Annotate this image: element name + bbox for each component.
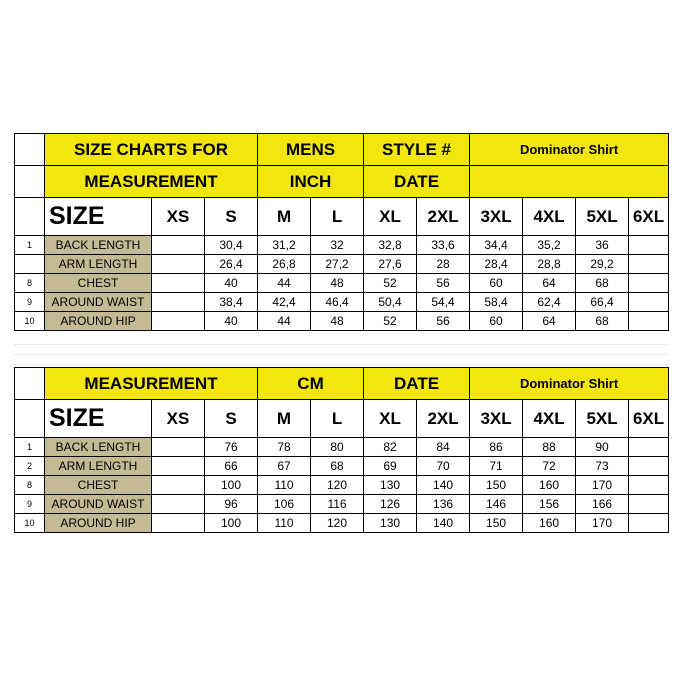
size-column-header: 6XL bbox=[629, 198, 669, 236]
measurement-value bbox=[629, 312, 669, 331]
measurement-value: 67 bbox=[258, 457, 311, 476]
measurement-value: 48 bbox=[311, 274, 364, 293]
measurement-name: BACK LENGTH bbox=[45, 438, 152, 457]
measurement-value bbox=[152, 438, 205, 457]
row-number: 8 bbox=[15, 476, 45, 495]
measurement-value: 54,4 bbox=[417, 293, 470, 312]
measurement-value: 70 bbox=[417, 457, 470, 476]
measurement-value: 100 bbox=[205, 514, 258, 533]
measurement-value: 50,4 bbox=[364, 293, 417, 312]
measurement-label: MEASUREMENT bbox=[45, 368, 258, 400]
row-number-cell bbox=[15, 368, 45, 400]
measurement-value: 28,4 bbox=[470, 255, 523, 274]
measurement-value: 160 bbox=[523, 514, 576, 533]
measurement-value: 36 bbox=[576, 236, 629, 255]
measurement-value: 71 bbox=[470, 457, 523, 476]
measurement-value: 73 bbox=[576, 457, 629, 476]
measurement-value: 66 bbox=[205, 457, 258, 476]
row-number-cell bbox=[15, 166, 45, 198]
measurement-value: 160 bbox=[523, 476, 576, 495]
size-column-header: L bbox=[311, 400, 364, 438]
measurement-name: BACK LENGTH bbox=[45, 236, 152, 255]
measurement-value: 29,2 bbox=[576, 255, 629, 274]
measurement-value bbox=[629, 236, 669, 255]
measurement-value: 66,4 bbox=[576, 293, 629, 312]
measurement-value bbox=[152, 495, 205, 514]
measurement-value: 52 bbox=[364, 274, 417, 293]
row-number: 10 bbox=[15, 514, 45, 533]
measurement-value: 90 bbox=[576, 438, 629, 457]
measurement-value: 88 bbox=[523, 438, 576, 457]
measurement-value bbox=[629, 274, 669, 293]
measurement-value bbox=[152, 255, 205, 274]
measurement-value: 28,8 bbox=[523, 255, 576, 274]
table-row bbox=[15, 476, 669, 495]
measurement-value: 38,4 bbox=[205, 293, 258, 312]
size-column-header: 3XL bbox=[470, 198, 523, 236]
gender-label: MENS bbox=[258, 134, 364, 166]
measurement-value: 33,6 bbox=[417, 236, 470, 255]
measurement-value: 32 bbox=[311, 236, 364, 255]
measurement-value: 27,2 bbox=[311, 255, 364, 274]
measurement-value: 130 bbox=[364, 514, 417, 533]
measurement-name: AROUND HIP bbox=[45, 514, 152, 533]
measurement-value: 170 bbox=[576, 514, 629, 533]
chart-title: SIZE CHARTS FOR bbox=[45, 134, 258, 166]
measurement-name: AROUND WAIST bbox=[45, 293, 152, 312]
measurement-value bbox=[152, 514, 205, 533]
size-chart-inch bbox=[14, 133, 669, 331]
size-column-header: XS bbox=[152, 400, 205, 438]
measurement-value bbox=[152, 457, 205, 476]
size-column-header: 6XL bbox=[629, 400, 669, 438]
measurement-value: 86 bbox=[470, 438, 523, 457]
row-number: 9 bbox=[15, 293, 45, 312]
measurement-value bbox=[152, 293, 205, 312]
header-row bbox=[15, 368, 669, 400]
measurement-value: 30,4 bbox=[205, 236, 258, 255]
size-label: SIZE bbox=[45, 400, 152, 438]
measurement-name: ARM LENGTH bbox=[45, 457, 152, 476]
measurement-value: 40 bbox=[205, 312, 258, 331]
size-chart-cm bbox=[14, 367, 669, 533]
measurement-name: AROUND HIP bbox=[45, 312, 152, 331]
table-row bbox=[15, 236, 669, 255]
row-number bbox=[15, 255, 45, 274]
measurement-value: 40 bbox=[205, 274, 258, 293]
table-row bbox=[15, 457, 669, 476]
measurement-value: 106 bbox=[258, 495, 311, 514]
size-column-header: M bbox=[258, 400, 311, 438]
measurement-value: 35,2 bbox=[523, 236, 576, 255]
spreadsheet-gap bbox=[14, 335, 668, 365]
size-column-header: 2XL bbox=[417, 400, 470, 438]
measurement-value: 146 bbox=[470, 495, 523, 514]
measurement-value: 60 bbox=[470, 312, 523, 331]
measurement-value bbox=[152, 312, 205, 331]
unit-label: CM bbox=[258, 368, 364, 400]
measurement-value: 150 bbox=[470, 514, 523, 533]
measurement-name: AROUND WAIST bbox=[45, 495, 152, 514]
measurement-value: 26,4 bbox=[205, 255, 258, 274]
measurement-value: 56 bbox=[417, 274, 470, 293]
table-row bbox=[15, 495, 669, 514]
measurement-value: 69 bbox=[364, 457, 417, 476]
measurement-value: 56 bbox=[417, 312, 470, 331]
row-number: 9 bbox=[15, 495, 45, 514]
measurement-value: 64 bbox=[523, 312, 576, 331]
measurement-value bbox=[629, 438, 669, 457]
measurement-value: 96 bbox=[205, 495, 258, 514]
measurement-value: 120 bbox=[311, 476, 364, 495]
measurement-value: 68 bbox=[311, 457, 364, 476]
product-name: Dominator Shirt bbox=[470, 134, 669, 166]
measurement-name: CHEST bbox=[45, 476, 152, 495]
size-column-header: 5XL bbox=[576, 198, 629, 236]
size-column-header: L bbox=[311, 198, 364, 236]
size-column-header: S bbox=[205, 400, 258, 438]
row-number: 1 bbox=[15, 438, 45, 457]
table-row bbox=[15, 312, 669, 331]
size-header-row bbox=[15, 400, 669, 438]
table-row bbox=[15, 255, 669, 274]
date-label: DATE bbox=[364, 166, 470, 198]
header-row bbox=[15, 166, 669, 198]
measurement-value: 166 bbox=[576, 495, 629, 514]
measurement-value: 26,8 bbox=[258, 255, 311, 274]
measurement-value: 48 bbox=[311, 312, 364, 331]
measurement-value: 44 bbox=[258, 312, 311, 331]
measurement-value: 130 bbox=[364, 476, 417, 495]
measurement-value bbox=[152, 236, 205, 255]
row-number: 10 bbox=[15, 312, 45, 331]
size-column-header: 2XL bbox=[417, 198, 470, 236]
size-column-header: S bbox=[205, 198, 258, 236]
measurement-value: 140 bbox=[417, 476, 470, 495]
measurement-value bbox=[629, 476, 669, 495]
measurement-value bbox=[629, 293, 669, 312]
measurement-value: 120 bbox=[311, 514, 364, 533]
measurement-name: CHEST bbox=[45, 274, 152, 293]
measurement-value: 150 bbox=[470, 476, 523, 495]
measurement-value bbox=[629, 514, 669, 533]
measurement-value: 28 bbox=[417, 255, 470, 274]
measurement-value: 140 bbox=[417, 514, 470, 533]
measurement-value: 46,4 bbox=[311, 293, 364, 312]
table-row bbox=[15, 438, 669, 457]
measurement-value: 76 bbox=[205, 438, 258, 457]
table-row bbox=[15, 274, 669, 293]
row-number-cell bbox=[15, 400, 45, 438]
measurement-value bbox=[152, 476, 205, 495]
measurement-value: 32,8 bbox=[364, 236, 417, 255]
measurement-value: 31,2 bbox=[258, 236, 311, 255]
measurement-value: 116 bbox=[311, 495, 364, 514]
size-column-header: XS bbox=[152, 198, 205, 236]
size-column-header: 3XL bbox=[470, 400, 523, 438]
measurement-value: 126 bbox=[364, 495, 417, 514]
row-number: 1 bbox=[15, 236, 45, 255]
measurement-value bbox=[629, 255, 669, 274]
size-header-row bbox=[15, 198, 669, 236]
measurement-label: MEASUREMENT bbox=[45, 166, 258, 198]
row-number-cell bbox=[15, 134, 45, 166]
date-label: DATE bbox=[364, 368, 470, 400]
row-number: 2 bbox=[15, 457, 45, 476]
measurement-value: 52 bbox=[364, 312, 417, 331]
header-row bbox=[15, 134, 669, 166]
measurement-value: 170 bbox=[576, 476, 629, 495]
size-column-header: 4XL bbox=[523, 198, 576, 236]
measurement-value: 42,4 bbox=[258, 293, 311, 312]
measurement-value: 156 bbox=[523, 495, 576, 514]
measurement-value bbox=[152, 274, 205, 293]
size-column-header: XL bbox=[364, 400, 417, 438]
size-column-header: XL bbox=[364, 198, 417, 236]
measurement-value: 72 bbox=[523, 457, 576, 476]
measurement-value: 34,4 bbox=[470, 236, 523, 255]
table-row bbox=[15, 293, 669, 312]
measurement-value: 78 bbox=[258, 438, 311, 457]
measurement-value bbox=[629, 495, 669, 514]
measurement-name: ARM LENGTH bbox=[45, 255, 152, 274]
measurement-value bbox=[629, 457, 669, 476]
measurement-value: 62,4 bbox=[523, 293, 576, 312]
measurement-value: 82 bbox=[364, 438, 417, 457]
measurement-value: 27,6 bbox=[364, 255, 417, 274]
measurement-value: 110 bbox=[258, 476, 311, 495]
measurement-value: 80 bbox=[311, 438, 364, 457]
measurement-value: 68 bbox=[576, 274, 629, 293]
measurement-value: 136 bbox=[417, 495, 470, 514]
size-column-header: 4XL bbox=[523, 400, 576, 438]
size-column-header: 5XL bbox=[576, 400, 629, 438]
measurement-value: 60 bbox=[470, 274, 523, 293]
measurement-value: 100 bbox=[205, 476, 258, 495]
style-label: STYLE # bbox=[364, 134, 470, 166]
size-column-header: M bbox=[258, 198, 311, 236]
date-value bbox=[470, 166, 669, 198]
table-row bbox=[15, 514, 669, 533]
measurement-value: 68 bbox=[576, 312, 629, 331]
measurement-value: 44 bbox=[258, 274, 311, 293]
row-number: 8 bbox=[15, 274, 45, 293]
measurement-value: 84 bbox=[417, 438, 470, 457]
size-label: SIZE bbox=[45, 198, 152, 236]
measurement-value: 58,4 bbox=[470, 293, 523, 312]
measurement-value: 110 bbox=[258, 514, 311, 533]
unit-label: INCH bbox=[258, 166, 364, 198]
measurement-value: 64 bbox=[523, 274, 576, 293]
product-name: Dominator Shirt bbox=[470, 368, 669, 400]
row-number-cell bbox=[15, 198, 45, 236]
